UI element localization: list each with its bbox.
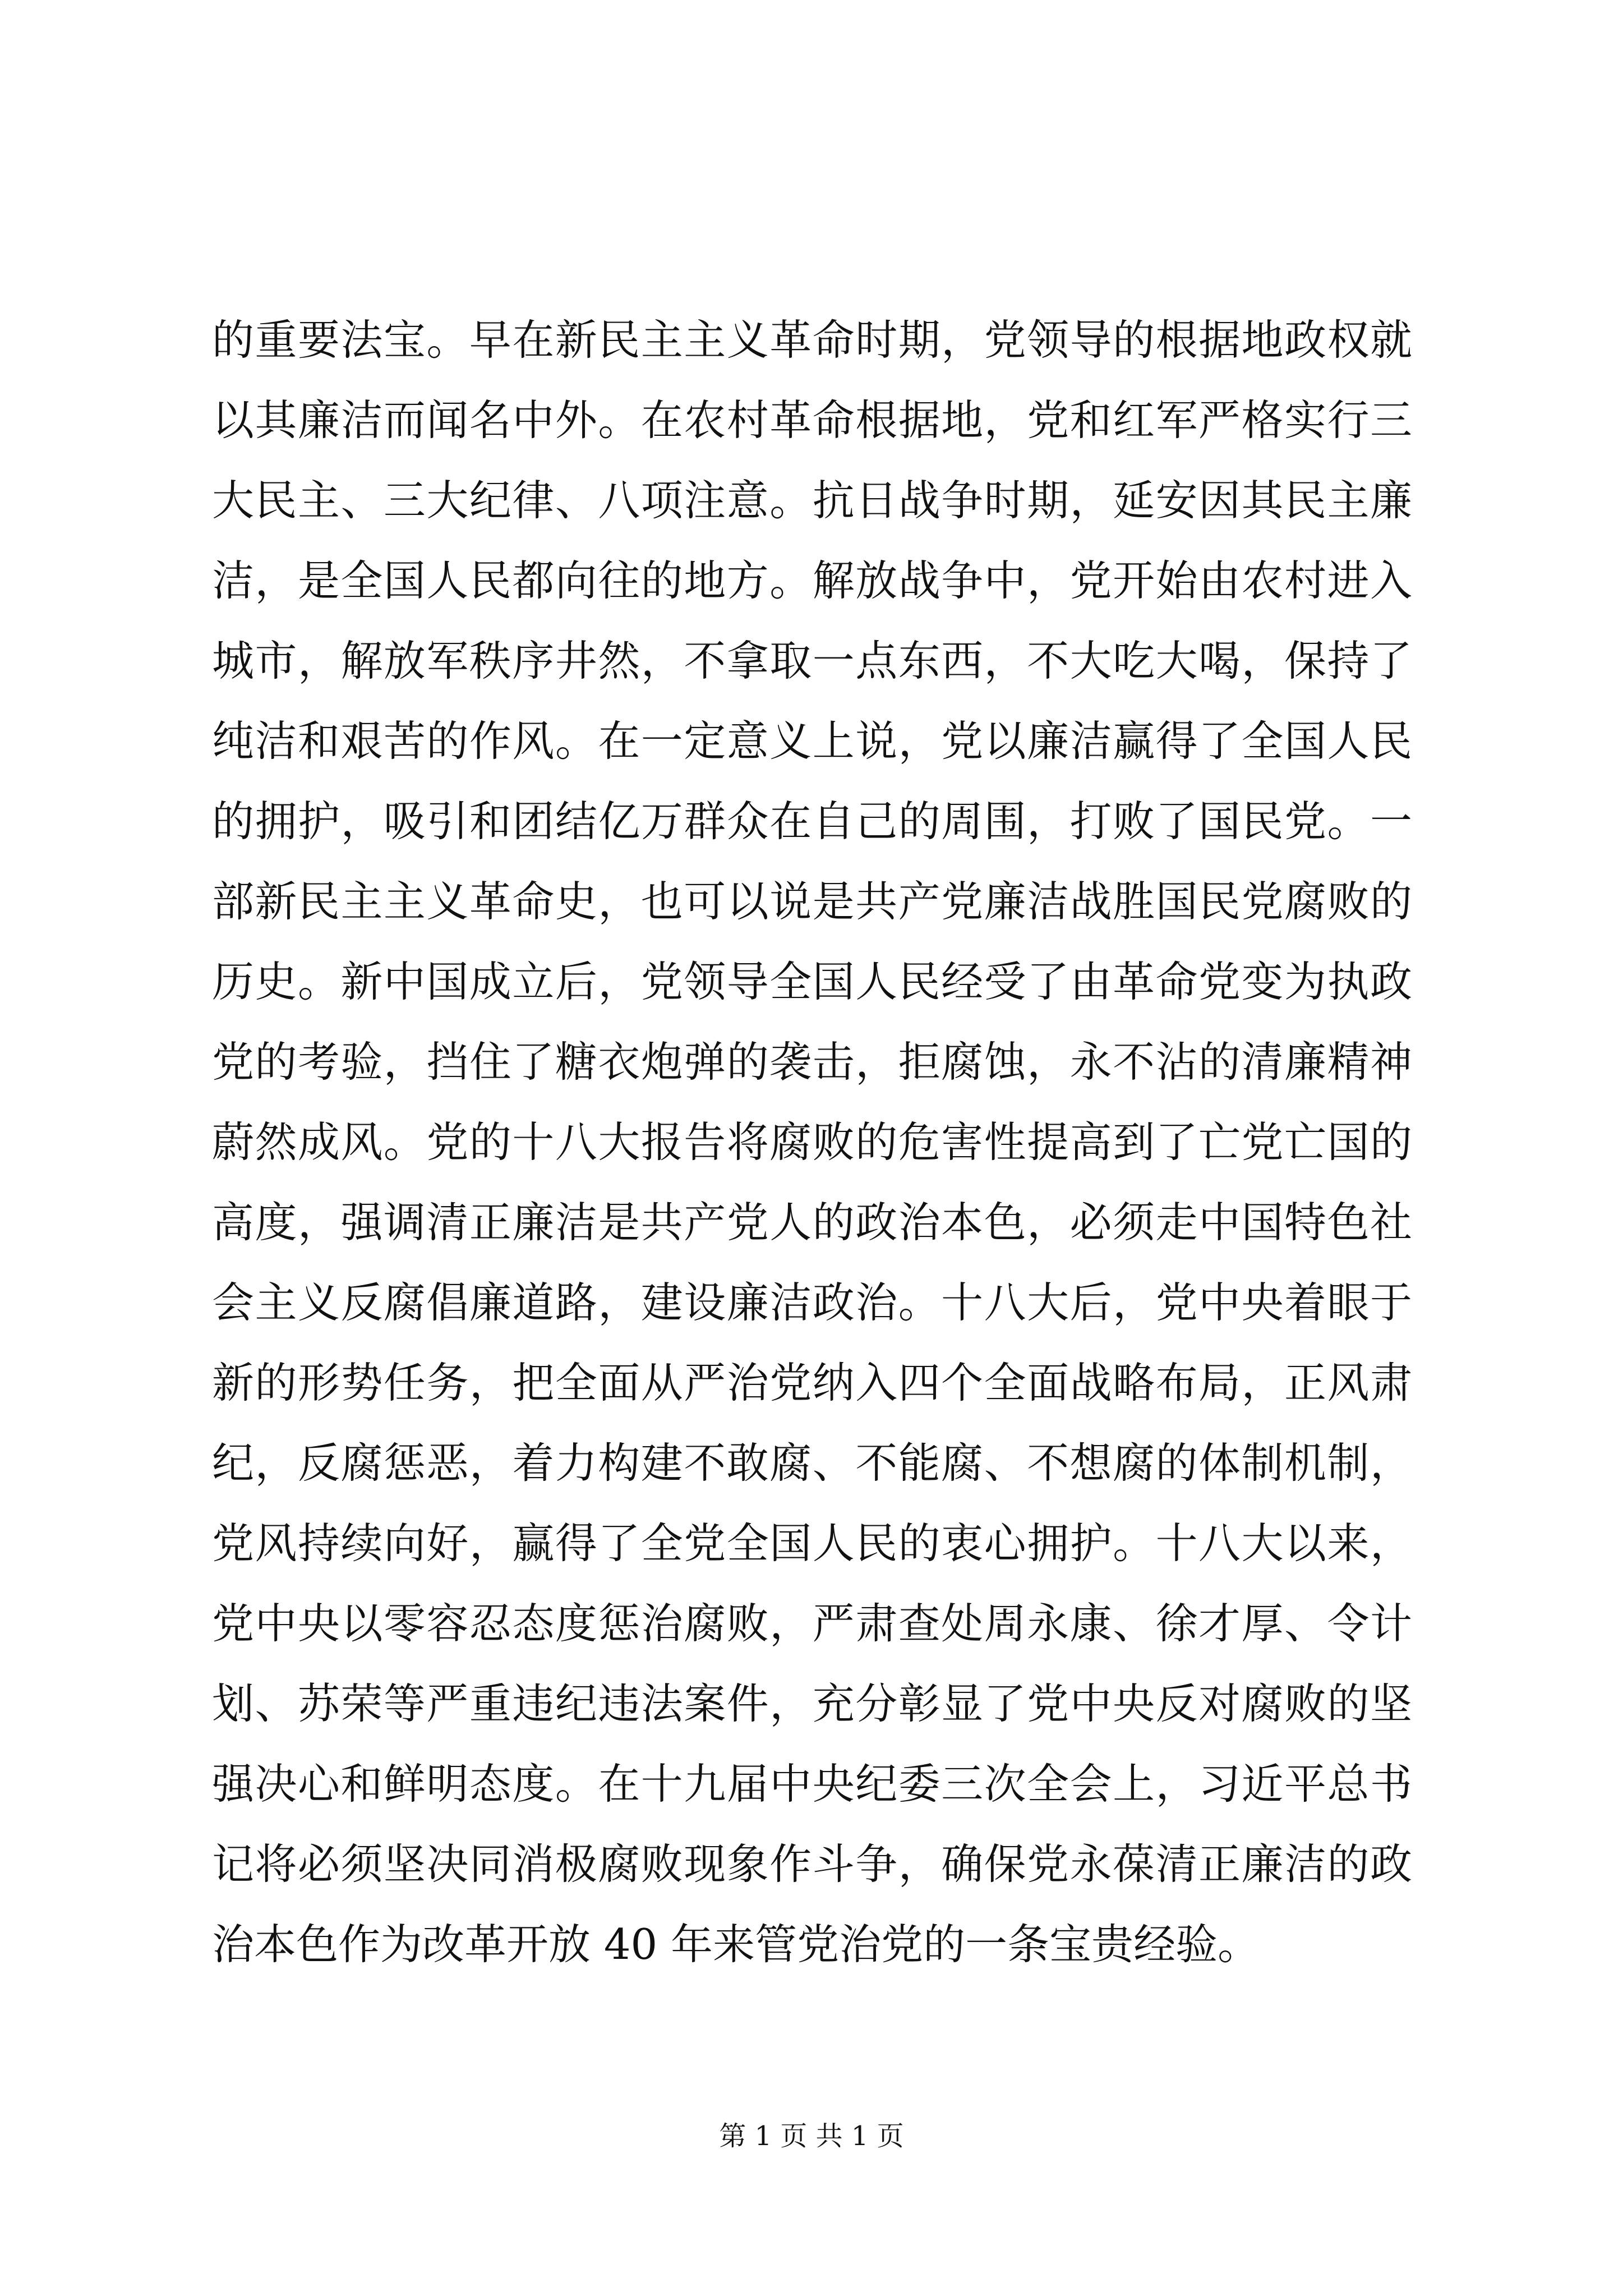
text-line: 党中央以零容忍态度惩治腐败，严肃查处周永康、徐才厚、令计 [212, 1599, 1412, 1648]
text-line: 党风持续向好，赢得了全党全国人民的衷心拥护。十八大以来， [212, 1519, 1412, 1568]
text-line: 城市，解放军秩序井然，不拿取一点东西，不大吃大喝，保持了 [212, 636, 1412, 685]
page-number-footer: 第 1 页 共 1 页 [719, 2120, 904, 2152]
text-line: 纯洁和艰苦的作风。在一定意义上说，党以廉洁赢得了全国人民 [212, 716, 1412, 766]
text-line: 以其廉洁而闻名中外。在农村革命根据地，党和红军严格实行三 [212, 395, 1412, 445]
text-line: 的拥护，吸引和团结亿万群众在自己的周围，打败了国民党。一 [212, 797, 1412, 846]
text-line: 大民主、三大纪律、八项注意。抗日战争时期，延安因其民主廉 [212, 476, 1412, 525]
text-line: 治本色作为改革开放 40 年来管党治党的一条宝贵经验。 [212, 1920, 1260, 1969]
text-line: 蔚然成风。党的十八大报告将腐败的危害性提高到了亡党亡国的 [212, 1117, 1412, 1167]
text-line: 新的形势任务，把全面从严治党纳入四个全面战略布局，正风肃 [212, 1358, 1412, 1407]
body-paragraph [212, 300, 1412, 1985]
text-line: 划、苏荣等严重违纪违法案件，充分彰显了党中央反对腐败的坚 [212, 1679, 1412, 1728]
text-line: 会主义反腐倡廉道路，建设廉洁政治。十八大后，党中央着眼于 [212, 1278, 1412, 1327]
text-line: 纪，反腐惩恶，着力构建不敢腐、不能腐、不想腐的体制机制， [212, 1438, 1412, 1488]
text-line: 党的考验，挡住了糖衣炮弹的袭击，拒腐蚀，永不沾的清廉精神 [212, 1037, 1412, 1087]
text-line: 高度，强调清正廉洁是共产党人的政治本色，必须走中国特色社 [212, 1198, 1412, 1247]
text-line: 洁，是全国人民都向往的地方。解放战争中，党开始由农村进入 [212, 556, 1412, 605]
text-line: 强决心和鲜明态度。在十九届中央纪委三次全会上，习近平总书 [212, 1759, 1412, 1809]
text-line: 记将必须坚决同消极腐败现象作斗争，确保党永葆清正廉洁的政 [212, 1839, 1412, 1889]
text-line: 历史。新中国成立后，党领导全国人民经受了由革命党变为执政 [212, 957, 1412, 1006]
text-line: 部新民主主义革命史，也可以说是共产党廉洁战胜国民党腐败的 [212, 877, 1412, 926]
text-line: 的重要法宝。早在新民主主义革命时期，党领导的根据地政权就 [212, 315, 1412, 365]
